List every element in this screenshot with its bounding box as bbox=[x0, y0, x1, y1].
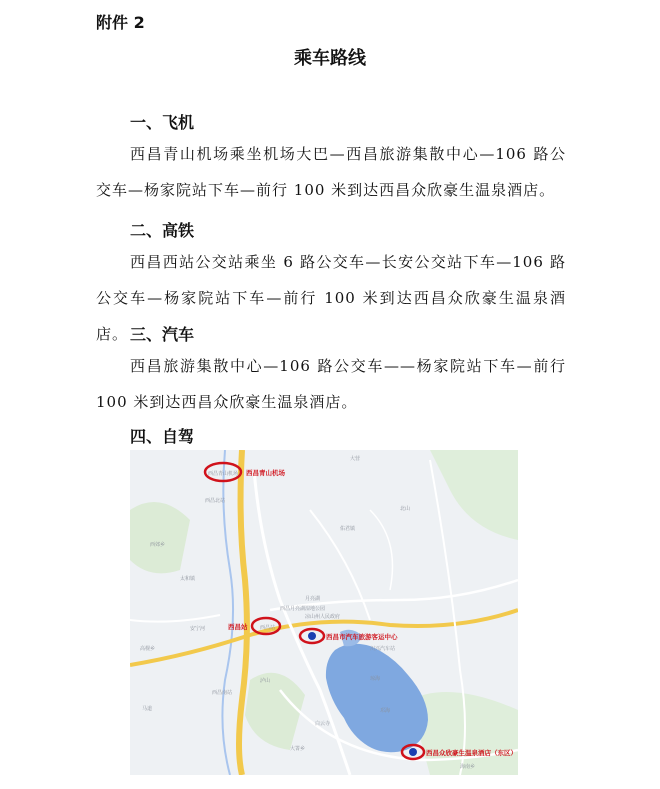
map-label-daqing: 大箐乡 bbox=[290, 746, 306, 752]
map-label-xijiao: 西郊乡 bbox=[150, 542, 166, 548]
route-map bbox=[130, 450, 518, 775]
map-label-youjun: 佑君镇 bbox=[340, 526, 356, 532]
map-label-beishan: 北山 bbox=[400, 506, 411, 512]
map-label-hainan: 海南乡 bbox=[460, 764, 476, 770]
map-label-station: 西昌站 bbox=[228, 623, 248, 631]
map-label-lushan: 泸山 bbox=[260, 678, 271, 684]
section-text-plane: 西昌青山机场乘坐机场大巴—西昌旅游集散中心—106 路公交车—杨家院站下车—前行 100 米到达西昌众欣豪生温泉酒店。 bbox=[96, 145, 566, 199]
map-label-gaojian: 高枧乡 bbox=[140, 646, 156, 652]
map-label-anning-river: 安宁河 bbox=[190, 626, 206, 632]
map-sublabel-station: 西昌站 bbox=[260, 625, 276, 631]
map-label-qionghai-lake: 邛海 bbox=[380, 708, 391, 714]
map-label-daying: 大营 bbox=[350, 456, 361, 462]
map-label-baiyun-temple: 白云寺 bbox=[315, 721, 331, 727]
map-label-bus-center: 西昌市汽车旅游客运中心 bbox=[326, 633, 398, 641]
section-heading-bus: 三、汽车 bbox=[130, 325, 195, 344]
section-heading-plane: 一、飞机 bbox=[130, 113, 195, 132]
map-label-prefecture-gov: 凉山州人民政府 bbox=[305, 614, 341, 620]
map-label-yueliang-lake: 月亮湖 bbox=[305, 596, 321, 602]
section-text-train: 西昌西站公交站乘坐 6 路公交车—长安公交站下车—106 路公交车—杨家院站下车—前行 100 米到达西昌众欣豪生温泉酒店。 bbox=[96, 253, 566, 343]
page-title: 乘车路线 bbox=[294, 48, 366, 69]
map-label-taihe: 太和镇 bbox=[180, 576, 196, 582]
map-label-madao: 马道 bbox=[142, 706, 153, 712]
map-label-airport: 西昌青山机场 bbox=[246, 469, 285, 477]
section-text-bus: 西昌旅游集散中心—106 路公交车——杨家院站下车—前行 100 米到达西昌众欣豪生温泉酒店。 bbox=[96, 357, 566, 411]
map-label-qionghai: 琼海 bbox=[370, 676, 381, 682]
map-sublabel-airport: 西昌青山机场 bbox=[208, 471, 239, 477]
section-heading-train: 二、高铁 bbox=[130, 221, 195, 240]
map-label-xichang-south: 西昌南站 bbox=[212, 690, 233, 696]
map-label-chuanxing-station: 川兴汽车站 bbox=[370, 646, 396, 652]
section-heading-drive: 四、自驾 bbox=[130, 427, 195, 446]
map-label-hotel: 西昌众欣豪生温泉酒店（东区） bbox=[426, 749, 517, 757]
map-label-xichang-north: 西昌北站 bbox=[205, 498, 226, 504]
attachment-label: 附件 2 bbox=[96, 13, 145, 32]
map-label-wetland-park: 西昌月亮湖湿地公园 bbox=[280, 606, 326, 612]
